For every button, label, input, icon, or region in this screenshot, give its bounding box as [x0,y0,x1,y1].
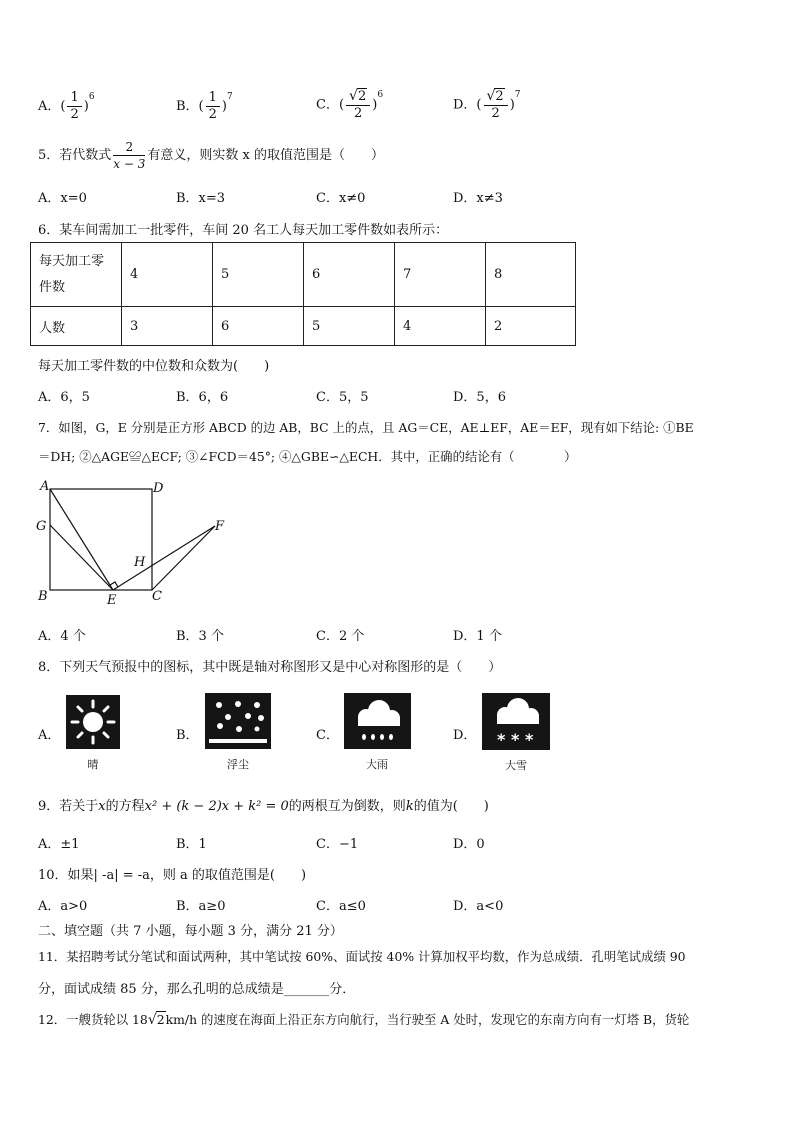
table-cell: 4 [395,307,486,346]
q7-stem-line2: ＝DH; ②△AGE≌△ECF; ③∠FCD＝45°; ④△GBE∽△ECH．其中，正确的结论有（ ） [38,449,577,464]
q6-option-a: A．6，5 [38,390,90,405]
table-cell: 8 [486,243,576,307]
q9-option-b: B．1 [176,837,207,852]
svg-text:*: * [511,730,520,749]
table-header-cell: 人数 [31,307,122,346]
heavy-snow-icon [482,693,550,750]
q8-option-a: A． [38,728,61,743]
label-b: B [38,589,48,604]
q4-option-a: A．( $\frac{1}{2}$ )$^6$ [38,90,95,122]
q4-option-b: B．( $\frac{1}{2}$ )$^7$ [176,90,233,122]
floating-dust-icon [205,693,271,749]
caption-floating-dust: 浮尘 [227,758,249,771]
q5-option-d: D．x≠3 [453,191,503,206]
q8-option-d: D． [453,728,477,743]
table-row [31,243,576,307]
segment-ae [50,489,113,590]
q6-question: 每天加工零件数的中位数和众数为( ) [38,359,270,374]
label-g: G [36,519,47,534]
label-d: D [153,481,164,496]
heavy-rain-icon [344,693,411,749]
q7-option-c: C．2 个 [316,629,365,644]
section-heading-fill-in: 二、填空题（共 7 小题，每小题 3 分，满分 21 分） [38,924,343,939]
q8-stem: 8．下列天气预报中的图标，其中既是轴对称图形又是中心对称图形的是（ ） [38,660,502,675]
svg-text:*: * [497,730,506,749]
q6-option-c: C．5，5 [316,390,369,405]
q6-stem: 6．某车间需加工一批零件，车间 20 名工人每天加工零件数如表所示： [38,223,449,238]
q11-stem-line2: 分，面试成绩 85 分，那么孔明的总成绩是_______分． [38,982,356,997]
q6-table [30,242,576,346]
label-f: F [215,519,225,534]
caption-sunny: 晴 [87,758,99,771]
table-row [31,307,576,346]
q10-option-a: A．a>0 [38,899,88,914]
q7-stem-line1: 7．如图，G，E 分别是正方形 ABCD 的边 AB，BC 上的点，且 AG＝CE，AE⊥EF，AE＝EF，现有如下结论: ①BE [38,420,694,435]
q5-option-a: A．x=0 [38,191,87,206]
q9-option-a: A．±1 [38,837,80,852]
q9-stem: 9．若关于x的方程x² + (k − 2)x + k² = 0的两根互为倒数，则k的值为( ) [38,799,489,814]
q8-option-c: C． [316,728,339,743]
segment-ef [113,526,215,590]
caption-heavy-rain: 大雨 [366,758,388,771]
q10-option-b: B．a≥0 [176,899,226,914]
table-cell: 2 [486,307,576,346]
q10-option-d: D．a<0 [453,899,504,914]
q7-option-a: A．4 个 [38,629,86,644]
q5-option-b: B．x=3 [176,191,226,206]
label-e: E [107,593,117,608]
q5-option-c: C．x≠0 [316,191,366,206]
q4-option-d: D．( $\frac{√2}{2}$ )$^7$ [453,88,521,121]
q10-option-c: C．a≤0 [316,899,366,914]
segment-ge [50,525,113,590]
q6-option-d: D．5，6 [453,390,506,405]
table-cell: 3 [122,307,213,346]
table-cell: 4 [122,243,213,307]
q7-geometry-figure [34,478,234,608]
table-cell: 5 [304,307,395,346]
table-cell: 6 [213,307,304,346]
q8-option-b: B． [176,728,199,743]
label-c: C [152,589,162,604]
q9-option-c: C．−1 [316,837,359,852]
table-cell: 5 [213,243,304,307]
svg-text:*: * [525,730,534,749]
sunny-icon [66,695,120,749]
table-cell: 6 [304,243,395,307]
q4-option-c: C．( $\frac{√2}{2}$ )$^6$ [316,88,384,121]
caption-heavy-snow: 大雪 [505,759,527,772]
q11-stem-line1: 11．某招聘考试分笔试和面试两种，其中笔试按 60%、面试按 40% 计算加权平均数，作为总成绩．孔明笔试成绩 90 [38,949,686,964]
label-a: A [40,479,50,494]
label-h: H [134,555,146,570]
q7-option-b: B．3 个 [176,629,224,644]
segment-cf [152,526,215,590]
q10-stem: 10．如果| -a| = -a，则 a 的取值范围是( ) [38,868,307,883]
q7-option-d: D．1 个 [453,629,502,644]
q6-option-b: B．6，6 [176,390,229,405]
q9-option-d: D．0 [453,837,485,852]
table-cell: 7 [395,243,486,307]
q12-stem: 12．一艘货轮以 18√2km/h 的速度在海面上沿正东方向航行，当行驶至 A 处时，发现它的东南方向有一灯塔 B，货轮 [38,1012,690,1028]
table-header-cell: 每天加工零 件数 [31,243,122,307]
q5-stem: 5．若代数式 $\frac{2}{x - 3}$ 有意义，则实数 x 的取值范围是（ ） [38,140,384,171]
